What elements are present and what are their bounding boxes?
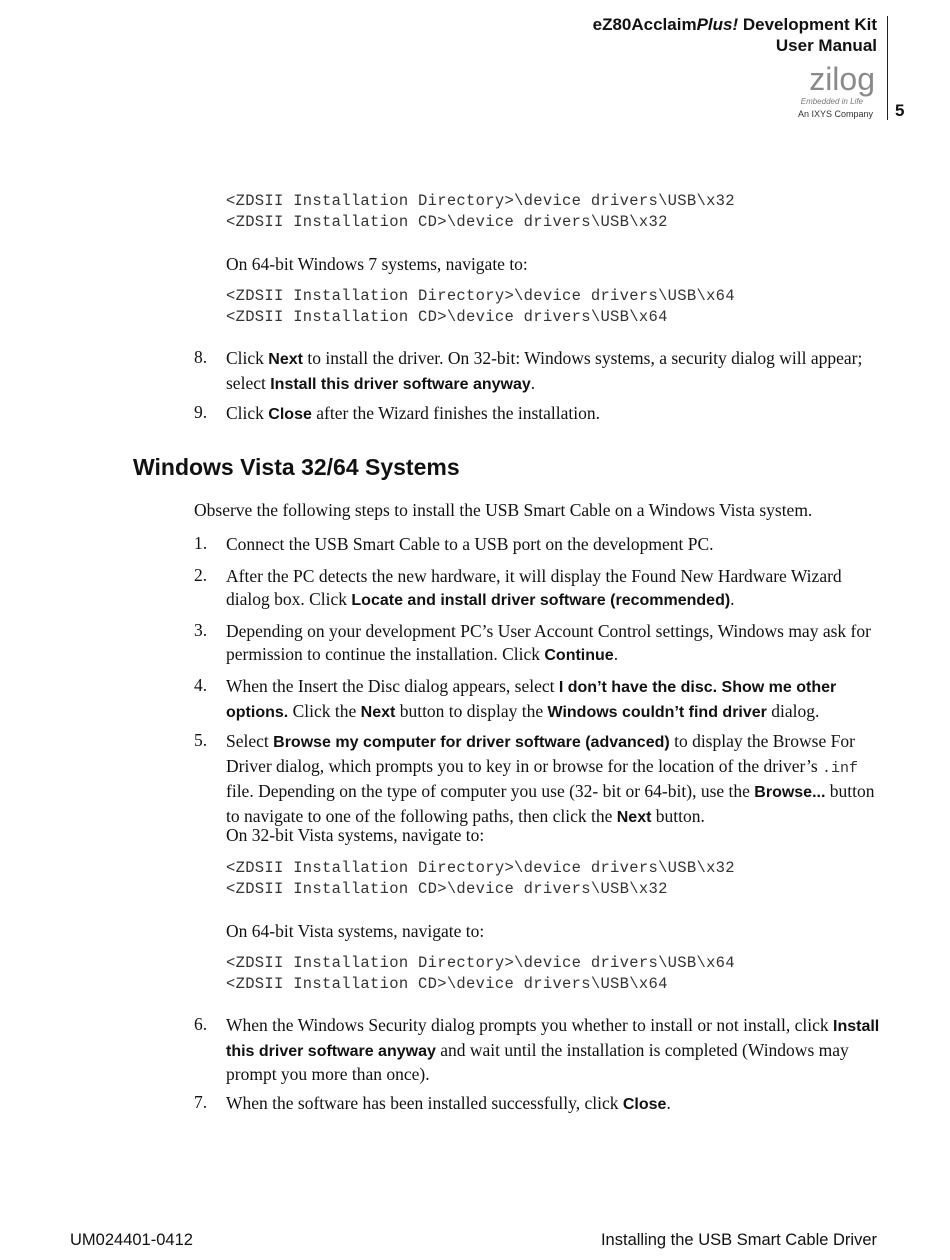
step-number: 6. [194,1014,208,1034]
footer-chapter: Installing the USB Smart Cable Driver [600,1231,877,1249]
vista-step-6-text: When the Windows Security dialog prompts you whether to install or not install, click Install this driver software anyway and wait until the installation is completed (Windows may prompt you more than once). [226,1015,880,1084]
footer-doc-id: UM024401-0412 [70,1231,193,1249]
step-number: 3. [194,620,208,640]
vista-step-4-text: When the Insert the Disc dialog appears, select I don’t have the disc. Show me other options. Click the Next button to display the Windows couldn’t find driver dialog. [226,676,837,721]
path-vista-32-dir: <ZDSII Installation Directory>\device drivers\USB\x32 [226,859,735,877]
document-subtitle: User Manual [775,36,877,55]
step-number: 2. [194,565,208,585]
vista-step-5-text: Select Browse my computer for driver software (advanced) to display the Browse For Driver dialog, which prompts you to key in or browse for the location of the driver’s .inf file. Depending on the type of computer you use (32- bit or 64-bit), use the Browse... button to navigate to one of the following paths, then click the Next button. [226,731,875,826]
page-number: 5 [895,101,905,120]
step-number: 4. [194,675,208,695]
path-win7-64-dir: <ZDSII Installation Directory>\device drivers\USB\x64 [226,287,735,305]
vista-step-2-text: After the PC detects the new hardware, it will display the Found New Hardware Wizard dialog box. Click Locate and install driver software (recommended). [226,566,842,609]
vista-64-intro: On 64-bit Vista systems, navigate to: [226,921,485,941]
header-divider [887,16,888,120]
step-number: 1. [194,533,208,553]
path-vista-64-cd: <ZDSII Installation CD>\device drivers\USB\x64 [226,975,668,993]
section-heading: Windows Vista 32/64 Systems [133,454,460,480]
vista-32-intro: On 32-bit Vista systems, navigate to: [226,825,485,845]
step-8-text: Click Next to install the driver. On 32-bit: Windows systems, a security dialog will appear; select Install this driver software anyway. [226,348,863,393]
path-win7-32-cd: <ZDSII Installation CD>\device drivers\USB\x32 [226,213,668,231]
vista-step-1-text: Connect the USB Smart Cable to a USB port on the development PC. [226,534,714,554]
step-number: 8. [194,347,208,367]
path-vista-32-cd: <ZDSII Installation CD>\device drivers\USB\x32 [226,880,668,898]
step-number: 5. [194,730,208,750]
vista-step-3-text: Depending on your development PC’s User Account Control settings, Windows may ask for permission to continue the installation. Click Continue. [226,621,871,664]
step-number: 7. [194,1092,208,1112]
vista-intro: Observe the following steps to install the USB Smart Cable on a Windows Vista system. [194,500,813,520]
path-vista-64-dir: <ZDSII Installation Directory>\device drivers\USB\x64 [226,954,735,972]
page-header [457,14,877,56]
logo-tagline: Embedded in Life [800,97,863,106]
logo-company: An IXYS Company [797,109,873,119]
win7-64-intro: On 64-bit Windows 7 systems, navigate to: [226,254,528,274]
step-9-text: Click Close after the Wizard finishes the installation. [226,403,600,423]
path-win7-64-cd: <ZDSII Installation CD>\device drivers\USB\x64 [226,308,668,326]
logo-brand: zilog [809,62,875,97]
step-number: 9. [194,402,208,422]
document-title: eZ80AcclaimPlus! Development Kit [592,15,877,34]
path-win7-32-dir: <ZDSII Installation Directory>\device drivers\USB\x32 [226,192,735,210]
vista-step-7-text: When the software has been installed successfully, click Close. [226,1093,671,1113]
zilog-logo [767,62,877,120]
